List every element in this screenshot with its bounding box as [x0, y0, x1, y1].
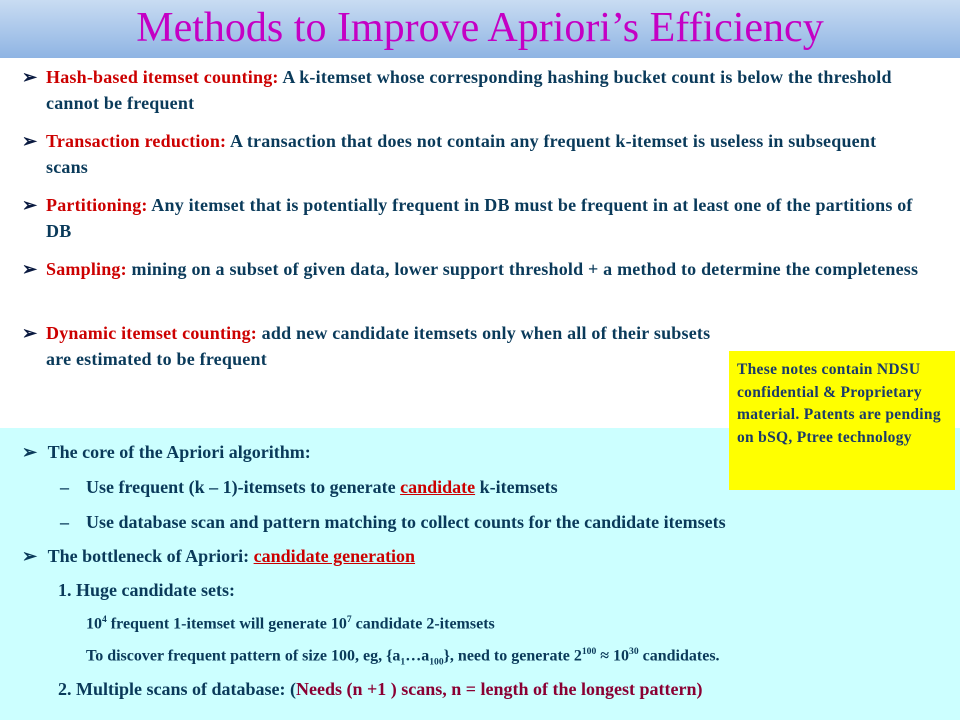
bottleneck-example-1 [86, 614, 495, 633]
bullet-transaction-reduction [22, 128, 922, 180]
example-text: candidates. [638, 647, 720, 665]
example-sub: 100 [429, 656, 444, 668]
arrow-bullet-icon: ➢ [22, 195, 38, 215]
bottleneck-point-2 [58, 679, 703, 700]
bullet-partitioning [22, 192, 922, 244]
slide-title: Methods to Improve Apriori’s Efficiency [136, 5, 824, 51]
core-heading [22, 442, 311, 463]
arrow-bullet-icon: ➢ [22, 259, 38, 279]
core-item-1-suffix: k-itemsets [475, 477, 558, 497]
example-text: }, need to generate 2 [443, 647, 582, 665]
example-text: frequent 1-itemset will generate 10 [106, 615, 347, 633]
bullet-term: Transaction reduction: [46, 131, 227, 151]
bullet-term: Partitioning: [46, 195, 148, 215]
bottleneck-heading [22, 546, 415, 567]
core-item-1 [60, 477, 558, 498]
dash-marker: – [60, 512, 69, 532]
candidate-generation-term: candidate generation [253, 546, 416, 566]
arrow-bullet-icon: ➢ [22, 546, 38, 566]
example-text: To discover frequent pattern of size 100, eg, {a [86, 647, 401, 665]
point-2-detail: Needs (n +1 ) scans, n = length of the longest pattern) [296, 679, 703, 699]
arrow-bullet-icon: ➢ [22, 323, 38, 343]
core-heading-text: The core of the Apriori algorithm: [47, 442, 311, 462]
example-text: ≈ 10 [596, 647, 630, 665]
confidential-note: These notes contain NDSU confidential & Proprietary material. Patents are pending on bSQ, Ptree technology [729, 351, 955, 490]
bullet-text: mining on a subset of given data, lower support threshold + a method to determine the completeness [126, 259, 919, 279]
bullet-text: add new candidate itemsets only when all of their subsets are estimated to be frequent [46, 323, 711, 369]
arrow-bullet-icon: ➢ [22, 442, 38, 462]
core-item-2-text: Use database scan and pattern matching to collect counts for the candidate itemsets [86, 512, 726, 532]
bottleneck-heading-text: The bottleneck of Apriori: [47, 546, 254, 566]
core-item-1-text: Use frequent (k – 1)-itemsets to generate [86, 477, 401, 497]
example-sup: 4 [102, 614, 107, 625]
arrow-bullet-icon: ➢ [22, 131, 38, 151]
bullet-term: Hash-based itemset counting: [46, 67, 279, 87]
example-text: 10 [86, 615, 102, 633]
example-sup: 7 [346, 614, 352, 625]
example-text: …a [405, 647, 430, 665]
example-sup: 30 [629, 646, 639, 657]
bullet-text: A k-itemset whose corresponding hashing bucket count is below the threshold cannot be frequent [46, 67, 892, 113]
candidate-term: candidate [400, 477, 476, 497]
bullet-term: Dynamic itemset counting: [46, 323, 257, 343]
bullet-sampling [22, 256, 922, 282]
bullet-text: A transaction that does not contain any frequent k-itemset is useless in subsequent scans [46, 131, 877, 177]
example-text: candidate 2-itemsets [351, 615, 495, 633]
arrow-bullet-icon: ➢ [22, 67, 38, 87]
bullet-text: Any itemset that is potentially frequent in DB must be frequent in at least one of the partitions of DB [46, 195, 913, 241]
point-2-text: 2. Multiple scans of database: ( [58, 679, 296, 699]
core-item-2 [60, 512, 726, 533]
bottleneck-example-2 [86, 646, 720, 668]
bottleneck-point-1: 1. Huge candidate sets: [58, 580, 235, 600]
example-sub: 1 [400, 656, 406, 668]
bullet-term: Sampling: [46, 259, 127, 279]
title-bar [0, 0, 960, 58]
bullet-hash-based [22, 64, 922, 116]
dash-marker: – [60, 477, 69, 497]
example-sup: 100 [581, 646, 597, 657]
